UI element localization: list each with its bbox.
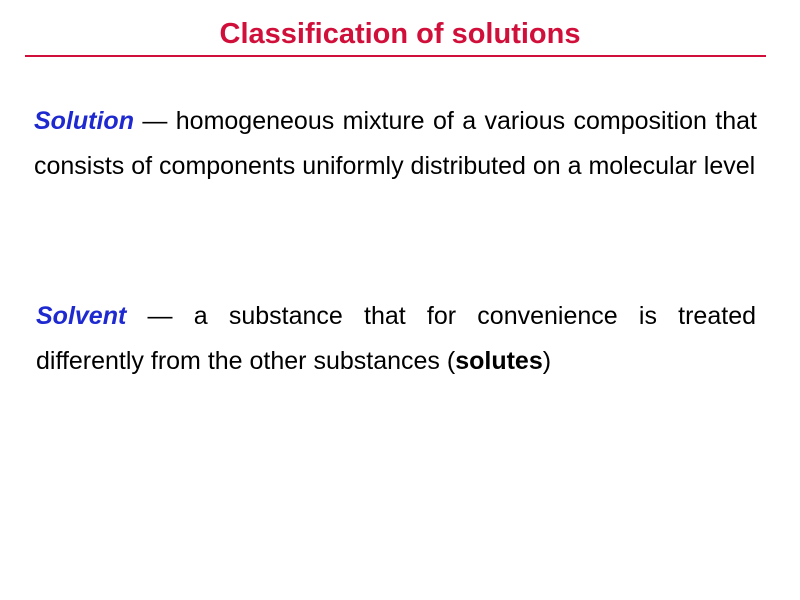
- term-solution: Solution: [34, 107, 134, 135]
- title-divider: [25, 55, 766, 57]
- definition-solution: [34, 99, 757, 189]
- definition-solution-text: — homogeneous mixture of a various composition that consists of components uniformly distributed on a molecular level: [34, 107, 757, 180]
- term-solvent: Solvent: [36, 302, 127, 330]
- definition-solvent: [36, 294, 756, 384]
- slide-title: Classification of solutions: [219, 18, 581, 50]
- term-solutes: solutes: [455, 347, 543, 375]
- definition-solvent-text: — a substance that for convenience is treated differently from the other substances (: [36, 302, 756, 375]
- definition-solvent-tail: ): [542, 347, 552, 375]
